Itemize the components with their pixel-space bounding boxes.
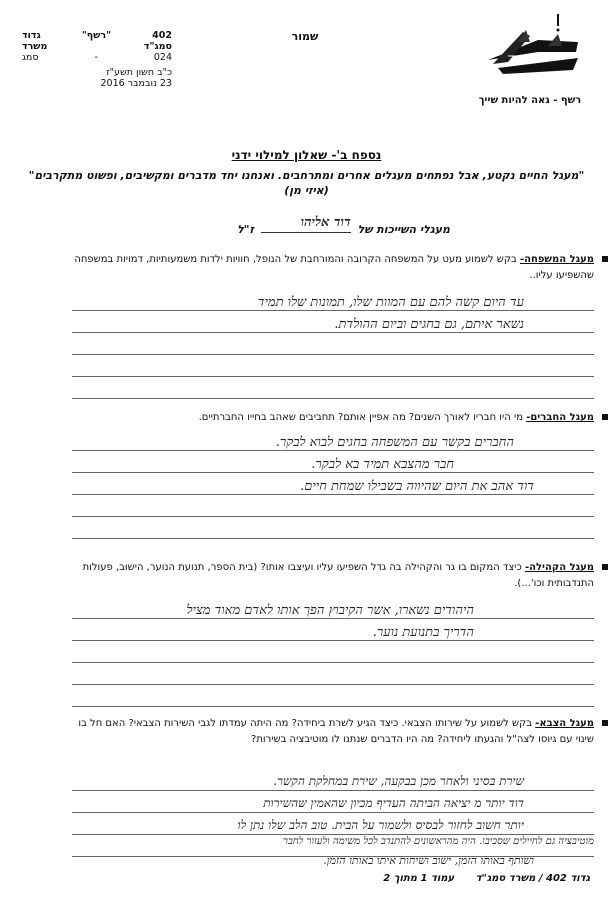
section-community (70, 560, 594, 592)
handwritten-answer: דוד יותר מ יציאה הביתה העדיף מכיון שהאמין שהשירות (263, 796, 524, 810)
meta-extra: "רשף" (81, 30, 112, 41)
bullet-icon (602, 256, 608, 262)
footer-unit: גדוד 402 / משרד סמג"ד (475, 873, 590, 884)
handwritten-answer: שירת בסיני ולאחר מכן בבקעה, שירת במחלקת הקשר. (273, 774, 524, 788)
meta-row-office (22, 41, 172, 52)
section-question: בקש לשמוע על שירותו הצבאי. כיצד הגיע לשרת ביחידה? מה היתה עמדתו לגבי השירות הצבאי? האם חל בו שינוי עם גיוסו לצה"ל והגעתו ליחידה? מה היו הדברים שנתנו לו מוטיבציה בשירות? (78, 718, 594, 745)
section-question: כיצד המקום בו גר והקהילה בה גדל השפיעו עליו ועיצבו אותו? (בית הספר, תנועת הנוער, הישוב, פעולות התנדבותית וכו'...). (82, 562, 594, 589)
circles-of-belonging-line (160, 215, 450, 236)
section-friends (70, 410, 594, 426)
page-number: עמוד 1 מתוך 2 (383, 873, 455, 884)
bullet-icon (602, 720, 608, 726)
gregorian-date: 23 נובמבר 2016 (100, 78, 172, 89)
handwritten-answer: החברים בקשר עם המשפחה בחגים לבוא לבקר. (275, 435, 514, 450)
meta-extra: - (94, 52, 98, 63)
answer-area-friends[interactable] (72, 430, 594, 550)
page-title: נספח ב'- שאלון למילוי ידני (231, 148, 382, 162)
meta-row-ref (22, 52, 172, 63)
circles-prefix: מעגלי השייכות של (357, 223, 450, 236)
bullet-icon (602, 414, 608, 420)
section-army (70, 716, 594, 748)
handwritten-answer: מוטיבציה גם לחיילים שסביבו. היה מהראשונים להתנדב לכל משימה ולעזור לחבר (283, 836, 594, 847)
handwritten-answer: דוד אהב את היום שהיווה בשבילו שמחת חיים. (300, 479, 534, 494)
page-footer (90, 873, 590, 884)
section-label: מעגל החברים- (526, 412, 594, 423)
name-field[interactable] (261, 215, 351, 233)
section-question: בקש לשמוע מעט על המשפחה הקרובה והמורחבת של הנופל, חוויות ילדות משמעותיות, דמויות במשפחה שהשפיעו עליו.. (74, 254, 594, 281)
bullet-icon (602, 564, 608, 570)
answer-area-army[interactable] (72, 770, 594, 870)
handwritten-answer: יותר חשוב לחזור לבסיס ולשמור על הבית. טוב הלב שלו נתן לו (237, 818, 524, 832)
handwritten-answer: נשאר איתם, גם בחגים וביום ההולדת. (334, 317, 524, 332)
section-label: מעגל המשפחה- (519, 254, 594, 265)
logo-caption: רשף - גאה להיות שייך (478, 95, 582, 106)
meta-label: משרד (22, 41, 48, 52)
meta-label: סמג (22, 52, 39, 63)
quote: "מעגל החיים נקטע, אבל נפתחים מעגלים אחרים ומתרחבים. ואנחנו יחד מדברים ומקשיבים, ופשוט מתקרבים" (איזי מן) (28, 169, 585, 197)
handwritten-name: דוד אליהו (300, 215, 351, 230)
section-label: מעגל הצבא- (535, 718, 594, 729)
handwritten-answer: ושותף באותו הזמן, ישוב ושיחות איתו באותו הזמן. (323, 854, 534, 867)
section-question: מי היו חבריו לאורך השנים? מה אפיין אותם? תחביבים שאהב בחייו החברתיים. (198, 412, 523, 423)
handwritten-answer: עד היום קשה להם עם המוות שלו, תמונות שלו תמיד (257, 295, 524, 310)
answer-area-community[interactable] (72, 598, 594, 708)
section-family (70, 252, 594, 284)
meta-label: גדוד (22, 30, 41, 41)
meta-value: 402 (152, 30, 172, 41)
section-label: מעגל הקהילה- (524, 562, 594, 573)
handwritten-answer: היהודים נשארו, אשר הקיבוץ הפך אותו לאדם מאוד מציל (186, 603, 474, 618)
meta-value: סמג"ד (143, 41, 172, 52)
handwritten-answer: הדריך בתנועת נוער. (372, 625, 474, 640)
handwritten-answer: חבר מהצבא תמיד בא לבקר. (311, 457, 454, 472)
meta-value: 024 (153, 52, 172, 63)
hebrew-date: כ"ב חשון תשע"ז (106, 67, 172, 78)
unit-logo-icon (478, 12, 588, 82)
circles-suffix: ז"ל (237, 223, 254, 236)
answer-area-family[interactable] (72, 290, 594, 400)
classification-label: שמור (291, 30, 319, 43)
document-meta (22, 30, 172, 89)
meta-row-battalion (22, 30, 172, 41)
